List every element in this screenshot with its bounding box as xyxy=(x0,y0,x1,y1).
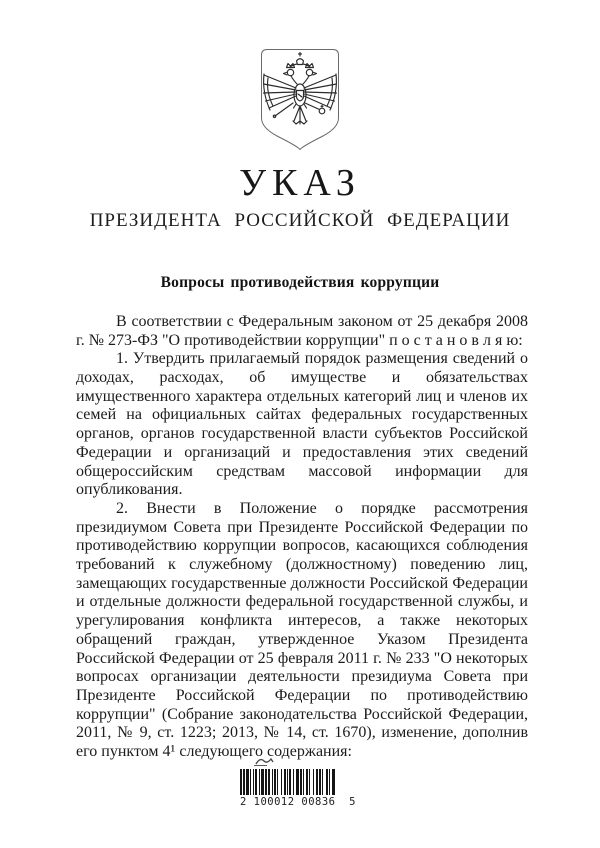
paragraph-item-2: 2. Внести в Положение о порядке рассмотрения президиумом Совета при Президенте Российской Федерации по противодействию коррупции вопросов, касающихся соблюдения требований к служебному (должностному) поведению лиц, замещающих государственные должности Российской Федерации и отдельные должности федеральной государственной службы, и урегулирования конфликта интересов, а также некоторых обращений граждан, утвержденное Указом Президента Российской Федерации от 25 февраля 2011 г. № 233 "О некоторых вопросах организации деятельности президиума Совета при Президенте Российской Федерации по противодействию коррупции" (Собрание законодательства Российской Федерации, 2011, № 9, ст. 1223; 2013, № 14, ст. 1670), изменение, дополнив его пунктом 4¹ следующего содержания: xyxy=(76,499,528,761)
paragraph-preamble: В соответствии с Федеральным законом от 25 декабря 2008 г. № 273-ФЗ "О противодействии коррупции" п о с т а н о в л я ю: xyxy=(76,312,528,349)
paragraph-item-1: 1. Утвердить прилагаемый порядок размещения сведений о доходах, расходах, об имуществе и обязательствах имущественного характера отдельных категорий лиц и членов их семей на официальных сайтах федеральных государственных органов, органов государственной власти субъектов Российской Федерации и организаций и предоставления этих сведений общероссийским средствам массовой информации для опубликования. xyxy=(76,350,528,499)
barcode-digits: 2 100012 00836 5 xyxy=(240,796,356,808)
barcode xyxy=(240,754,370,808)
decree-body xyxy=(76,313,528,762)
decree-title: УКАЗ xyxy=(239,162,361,204)
barcode-bars xyxy=(240,769,370,795)
russian-coat-of-arms-icon xyxy=(260,48,340,152)
ink-smudge-icon xyxy=(252,754,282,768)
decree-subject: Вопросы противодействия коррупции xyxy=(160,273,440,291)
decree-issuer: ПРЕЗИДЕНТА РОССИЙСКОЙ ФЕДЕРАЦИИ xyxy=(89,209,511,231)
